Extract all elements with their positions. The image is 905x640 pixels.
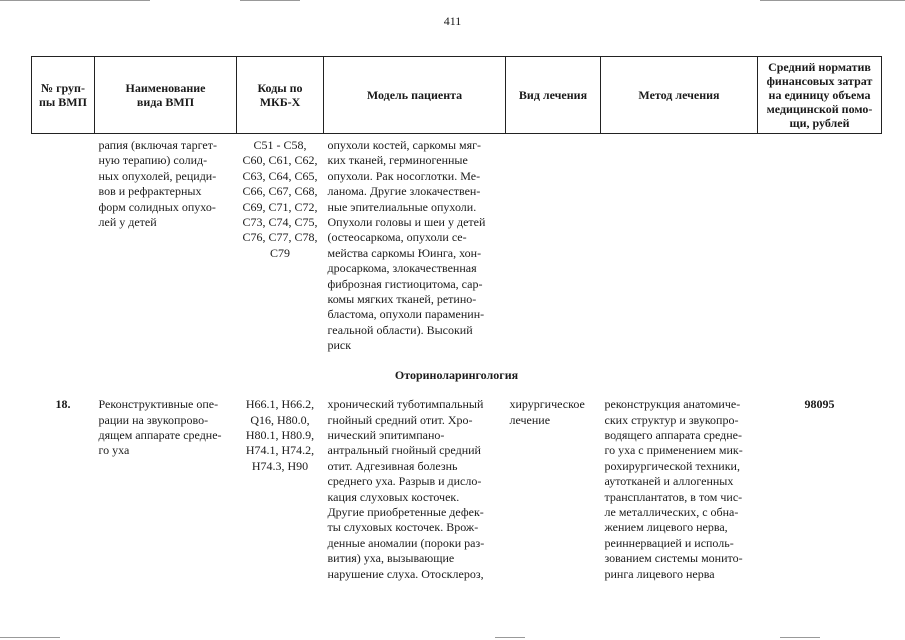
text-line: нический эпитимпано- (327, 427, 445, 442)
text-line: C66, C67, C68, (242, 184, 318, 199)
text-line: ле металлических, с обна- (604, 504, 739, 519)
text-line: опухоли. Рак носоглотки. Ме- (327, 168, 481, 183)
text-line: Метод лечения (638, 88, 720, 102)
text-line: ные эпителиальные опухоли. (327, 199, 477, 214)
text-line: на единицу объема (768, 88, 871, 102)
cell-treatment-method (601, 134, 758, 354)
text-line: комы мягких тканей, ретино- (327, 292, 477, 307)
text-line: ринга лицевого нерва (604, 566, 715, 581)
text-line: рации на звукопрово- (98, 412, 209, 427)
cell-patient-model (324, 397, 506, 582)
text-line: H66.1, H66.2, (245, 397, 315, 412)
text-line: аутотканей и аллогенных (604, 474, 734, 489)
vmp-table (31, 56, 882, 582)
text-line: жением лицевого нерва, (604, 520, 728, 535)
text-line: Опухоли головы и шеи у детей (327, 215, 486, 230)
page-number: 411 (443, 14, 462, 28)
cell-icd-codes (237, 134, 324, 354)
text-line: зованием системы монито- (604, 551, 743, 566)
text-line: вов и рефрактерных (98, 184, 202, 199)
cell-vmp-name (95, 134, 237, 354)
text-line: ких тканей, герминогенные (327, 153, 468, 168)
cell-patient-model (324, 134, 506, 354)
text-line: дросаркома, злокачественная (327, 261, 477, 276)
text-line: нарушение слуха. Отосклероз, (327, 566, 484, 581)
cell-treatment-type (506, 397, 601, 582)
table-header-row (32, 57, 882, 134)
header-treatment-type (506, 57, 601, 134)
text-line: Вид лечения (518, 88, 588, 102)
text-line: фиброзная гистиоцитома, сар- (327, 276, 483, 291)
text-line: денные аномалии (пороки раз- (327, 535, 485, 550)
text-line: дящем аппарате средне- (98, 427, 222, 442)
header-group-no (32, 57, 95, 134)
text-line: лечение (509, 412, 551, 427)
text-line: кация слуховых косточек. (327, 489, 460, 504)
table-row (32, 134, 882, 354)
text-line: C60, C61, C62, (242, 153, 318, 168)
text-line: Другие приобретенные дефек- (327, 504, 484, 519)
section-row (32, 354, 882, 397)
text-line: опухоли костей, саркомы мяг- (327, 138, 482, 152)
text-line: (остеосаркома, опухоли се- (327, 230, 467, 245)
text-line: вида ВМП (136, 95, 195, 109)
text-line: рапия (включая таргет- (98, 138, 217, 152)
text-line: мейства саркомы Юинга, хон- (327, 245, 482, 260)
text-line: C73, C74, C75, (242, 215, 318, 230)
text-line: ских структур и звукопро- (604, 412, 739, 427)
text-line: го уха (98, 443, 130, 458)
text-line: среднего уха. Разрыв и дисло- (327, 474, 482, 489)
text-line: го уха с применением мик- (604, 443, 743, 458)
text-line: щи, рублей (789, 116, 850, 130)
cell-icd-codes (237, 397, 324, 582)
cell-treatment-type (506, 134, 601, 354)
text-line: водящего аппарата средне- (604, 427, 742, 442)
text-line: антральный гнойный средний (327, 443, 481, 458)
header-avg-cost (758, 57, 882, 134)
header-vmp-name (95, 57, 237, 134)
text-line: Реконструктивные опе- (98, 397, 219, 412)
table-row (32, 397, 882, 582)
cell-group-no (32, 134, 95, 354)
header-icd-codes (237, 57, 324, 134)
text-line: ланома. Другие злокачествен- (327, 184, 481, 199)
text-line: H74.3, H90 (251, 458, 309, 473)
text-line: Наименование (125, 81, 206, 95)
text-line: хронический туботимпальный (327, 397, 484, 412)
text-line: реконструкция анатомиче- (604, 397, 741, 412)
text-line: медицинской помо- (766, 102, 873, 116)
text-line: Модель пациента (366, 88, 463, 102)
text-line: C79 (269, 245, 290, 260)
text-line: № груп- (41, 81, 85, 95)
text-line: ты слуховых косточек. Врож- (327, 520, 479, 535)
text-line: бластома, опухоли параменин- (327, 307, 485, 322)
cell-vmp-name (95, 397, 237, 582)
text-line: форм солидных опухо- (98, 199, 216, 214)
cell-group-no: 18. (55, 397, 71, 412)
text-line: трансплантатов, в том чис- (604, 489, 743, 504)
text-line: МКБ-Х (259, 95, 301, 109)
text-line: H80.1, H80.9, (245, 427, 315, 442)
text-line: C69, C71, C72, (242, 199, 318, 214)
text-line: геальной области). Высокий (327, 322, 473, 337)
cell-avg-cost (758, 134, 882, 354)
text-line: вития) уха, вызывающие (327, 551, 455, 566)
header-treatment-method (601, 57, 758, 134)
text-line: Q16, H80.0, (250, 412, 310, 427)
header-patient-model (324, 57, 506, 134)
text-line: пы ВМП (39, 95, 87, 109)
text-line: C51 - C58, (253, 138, 307, 152)
text-line: финансовых затрат (766, 74, 873, 88)
text-line: ных опухолей, рециди- (98, 168, 217, 183)
section-title: Оториноларингология (394, 367, 519, 382)
text-line: отит. Адгезивная болезнь (327, 458, 458, 473)
cell-avg-cost: 98095 (804, 397, 835, 412)
text-line: Средний норматив (768, 60, 871, 74)
text-line: реиннервацией и исполь- (604, 535, 734, 550)
cell-treatment-method (601, 397, 758, 582)
text-line: ную терапию) солид- (98, 153, 208, 168)
text-line: C76, C77, C78, (242, 230, 318, 245)
text-line: C63, C64, C65, (242, 168, 318, 183)
text-line: риск (327, 338, 352, 353)
text-line: H74.1, H74.2, (245, 443, 315, 458)
text-line: рохирургической техники, (604, 458, 740, 473)
text-line: гнойный средний отит. Хро- (327, 412, 473, 427)
text-line: хирургическое (509, 397, 585, 412)
text-line: лей у детей (98, 215, 157, 230)
text-line: Коды по (257, 81, 303, 95)
